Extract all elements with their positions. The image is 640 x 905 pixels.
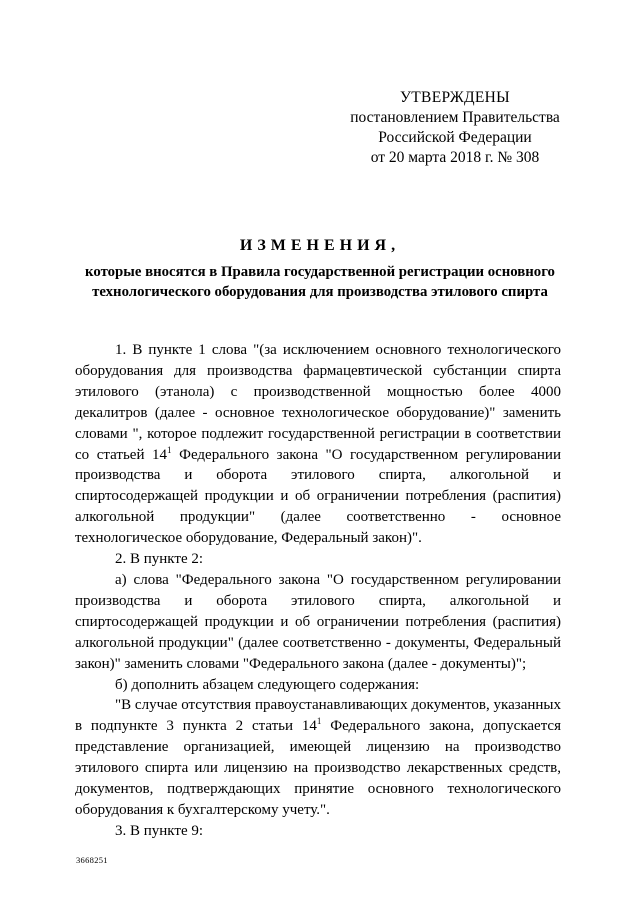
document-subtitle: которые вносятся в Правила государственной регистрации основного технологического оборудования для производства этилового спирта — [85, 264, 555, 300]
document-number: 3668251 — [76, 855, 108, 865]
paragraph-4: б) дополнить абзацем следующего содержания: — [115, 676, 420, 693]
paragraph-5: "В случае отсутствия правоустанавливающих документов, указанных в подпункте 3 пункта 2 статьи $14^1$ Федерального закона, допускается представление организацией, имеющей лицензию на производство этилового спирта или лицензию на производство лекарственных средств, документов, подтверждающих принятие основного технологического оборудования к бухгалтерскому учету.". — [75, 697, 561, 818]
approval-heading: УТВЕРЖДЕНЫ — [400, 89, 510, 106]
approval-line-3: от 20 марта 2018 г. № 308 — [370, 149, 540, 166]
document-title: ИЗМЕНЕНИЯ, — [239, 237, 401, 254]
document-body — [75, 340, 561, 842]
approval-line-2: Российской Федерации — [378, 129, 532, 146]
paragraph-1: 1. В пункте 1 слова "(за исключением основного технологического оборудования для производства фармацевтической субстанции спирта этилового (этанола) с производственной мощностью более 4000 декалитров (далее - основное технологическое оборудование)" заменить словами ", которое подлежит государственной регистрации в соответствии со статьей $14^1$ Федерального закона "О государственном регулировании производства и оборота этилового спирта, алкогольной и спиртосодержащей продукции и об ограничении потребления (распития) алкогольной продукции" (далее соответственно - основное технологическое оборудование, Федеральный закон)". — [75, 342, 561, 547]
approval-stamp — [330, 88, 580, 168]
paragraph-2: 2. В пункте 2: — [115, 551, 204, 568]
paragraph-3: а) слова "Федерального закона "О государственном регулировании производства и оборота этилового спирта, алкогольной и спиртосодержащей продукции и об ограничении потребления (распития) алкогольной продукции" (далее соответственно - документы, Федеральный закон)" заменить словами "Федерального закона (далее - документы)"; — [75, 571, 561, 672]
approval-line-1: постановлением Правительства — [350, 109, 560, 126]
paragraph-6: 3. В пункте 9: — [115, 822, 204, 839]
